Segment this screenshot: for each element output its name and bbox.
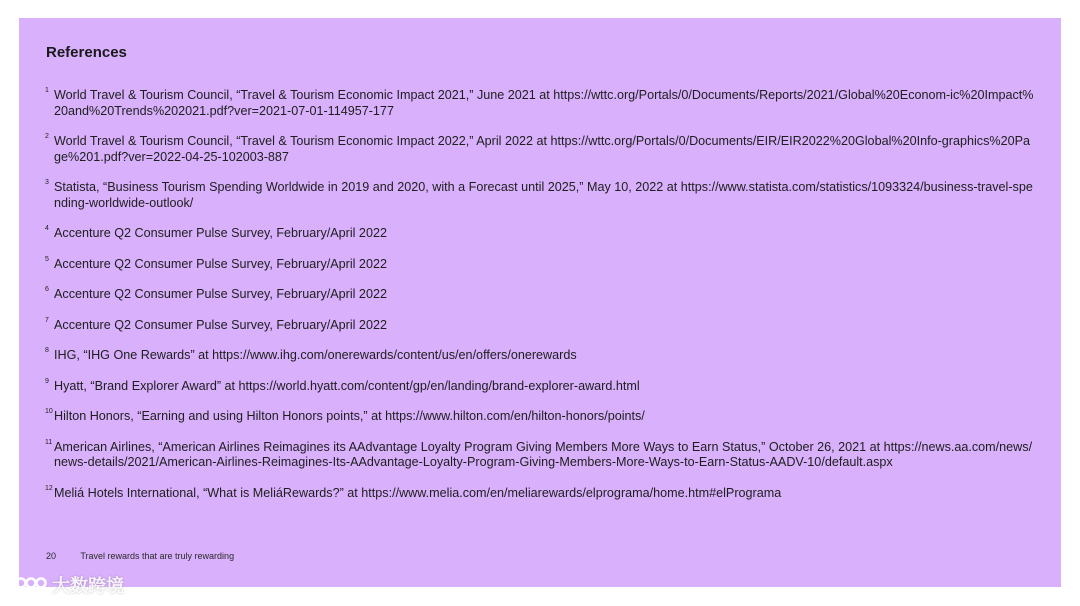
reference-item — [45, 134, 1035, 165]
reference-number: 6 — [45, 286, 49, 293]
reference-item — [45, 486, 1035, 502]
reference-item — [45, 318, 1035, 334]
reference-item — [45, 379, 1035, 395]
reference-text: Accenture Q2 Consumer Pulse Survey, February/April 2022 — [54, 256, 387, 271]
reference-text: World Travel & Tourism Council, “Travel & Tourism Economic Impact 2021,” June 2021 at https://wttc.org/Portals/0/Documents/Reports/2021/Global%20Econom-ic%20Impact%20and%20Trends%202021.pdf?ver=2021-07-01-114957-177 — [54, 88, 1034, 118]
reference-text: Accenture Q2 Consumer Pulse Survey, February/April 2022 — [54, 317, 387, 332]
reference-item — [45, 88, 1035, 119]
reference-item — [45, 287, 1035, 303]
reference-number: 5 — [45, 255, 49, 263]
watermark-logo-icon — [8, 574, 48, 596]
reference-text: Hyatt, “Brand Explorer Award” at https://world.hyatt.com/content/gp/en/landing/brand-explorer-award.html — [54, 378, 640, 393]
reference-number: 3 — [45, 179, 49, 186]
reference-number: 7 — [45, 316, 49, 324]
reference-text: Hilton Honors, “Earning and using Hilton Honors points,” at https://www.hilton.com/en/hilton-honors/points/ — [54, 409, 645, 423]
reference-item — [45, 409, 1035, 425]
reference-number: 10 — [45, 408, 53, 415]
references-list — [45, 88, 1035, 516]
reference-number: 12 — [45, 484, 53, 492]
reference-number: 9 — [45, 377, 49, 385]
reference-text: Accenture Q2 Consumer Pulse Survey, February/April 2022 — [54, 226, 387, 240]
page-title: References — [46, 44, 127, 61]
reference-number: 8 — [45, 347, 49, 354]
page-number: 20 — [46, 551, 57, 561]
reference-item — [45, 257, 1035, 273]
reference-item — [45, 348, 1035, 364]
footer-caption: Travel rewards that are truly rewarding — [80, 551, 235, 561]
reference-item — [45, 226, 1035, 242]
reference-text: World Travel & Tourism Council, “Travel & Tourism Economic Impact 2022,” April 2022 at https://wttc.org/Portals/0/Documents/EIR/EIR2022%20Global%20Info-graphics%20Page%201.pdf?ver=2022-04-25-102003-887 — [54, 134, 1030, 164]
reference-text: American Airlines, “American Airlines Reimagines its AAdvantage Loyalty Program Giving Members More Ways to Earn Status,” October 26, 2021 at https://news.aa.com/news/news-details/2021/American-Airlines-Reimagines-Its-AAdvantage-Loyalty-Program-Giving-Members-More-Ways-to-Earn-Status-AADV-10/default.aspx — [54, 439, 1033, 469]
watermark — [8, 572, 124, 598]
footer — [46, 551, 234, 561]
reference-number: 2 — [45, 133, 49, 140]
reference-text: Statista, “Business Tourism Spending Worldwide in 2019 and 2020, with a Forecast until 2025,” May 10, 2022 at https://www.statista.com/statistics/1093324/business-travel-spending-worldwide-outlook/ — [54, 180, 1033, 210]
reference-number: 11 — [45, 438, 53, 446]
reference-number: 1 — [45, 87, 49, 94]
reference-item — [45, 440, 1035, 471]
reference-text: IHG, “IHG One Rewards” at https://www.ihg.com/onerewards/content/us/en/offers/onerewards — [54, 348, 577, 362]
reference-item — [45, 180, 1035, 211]
reference-number: 4 — [45, 225, 49, 232]
reference-text: Accenture Q2 Consumer Pulse Survey, February/April 2022 — [54, 287, 387, 301]
reference-text: Meliá Hotels International, “What is MeliáRewards?” at https://www.melia.com/en/meliarewards/elprograma/home.htm#elPrograma — [54, 485, 782, 500]
slide — [19, 18, 1061, 587]
watermark-text: 大数跨境 — [52, 576, 124, 597]
